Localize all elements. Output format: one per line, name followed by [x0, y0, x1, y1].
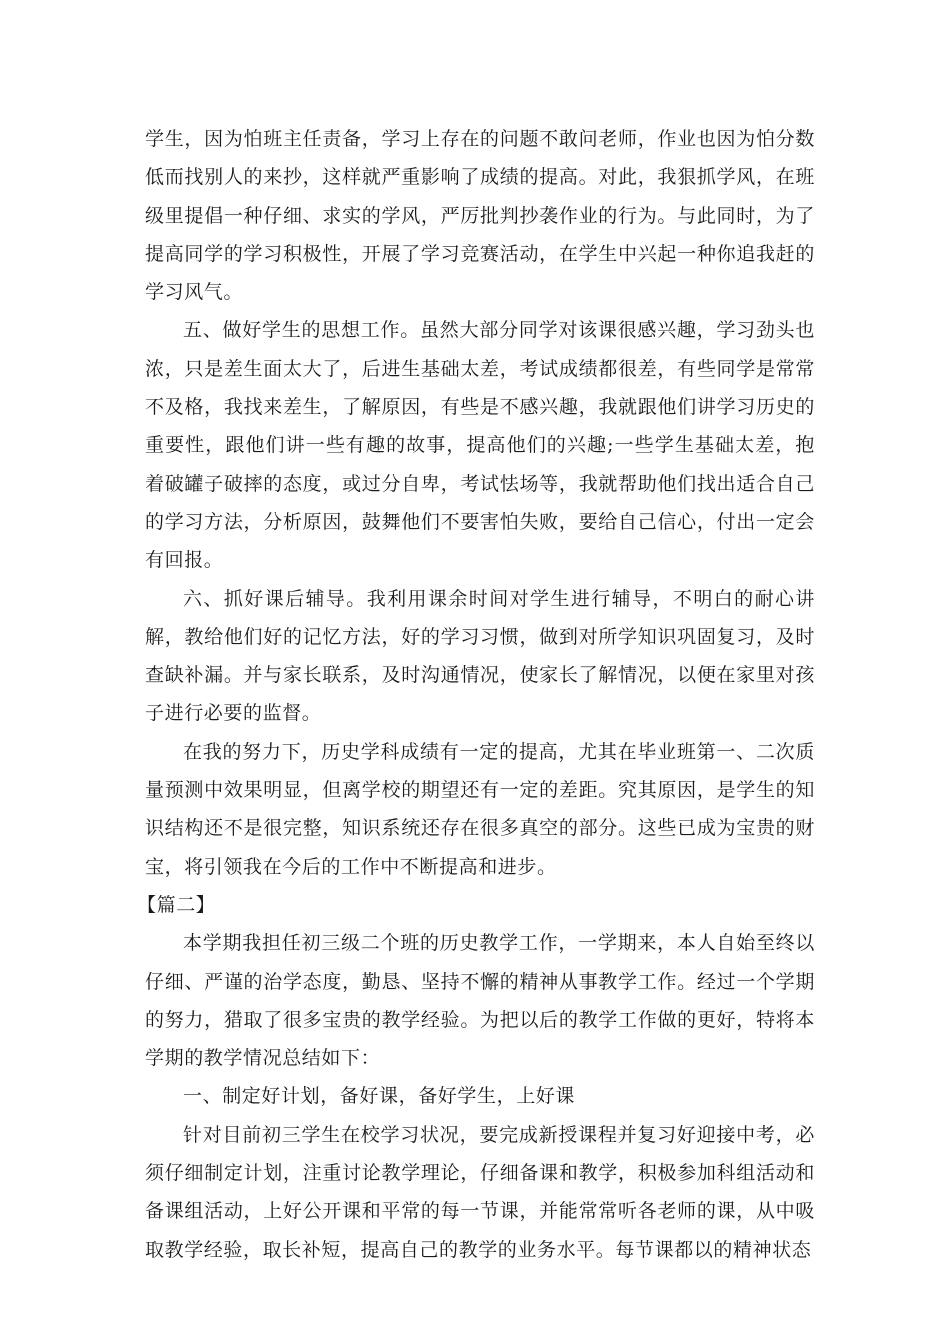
paragraph-introduction: 本学期我担任初三级二个班的历史教学工作，一学期来，本人自始至终以仔细、严谨的治学态度，勤恳、坚持不懈的精神从事教学工作。经过一个学期的努力，猎取了很多宝贵的教学经验。为把以后的教学工作做的更好，特将本学期的教学情况总结如下：	[145, 932, 815, 1070]
section-heading: 【篇二】	[137, 893, 216, 916]
document-body	[137, 120, 815, 1269]
paragraph-plan-heading: 一、制定好计划，备好课，备好学生，上好课	[183, 1085, 576, 1108]
paragraph-plan-details: 针对目前初三学生在校学习状况，要完成新授课程并复习好迎接中考，必须仔细制定计划，注重讨论教学理论，仔细备课和教学，积极参加科组活动和备课组活动，上好公开课和平常的每一节课，并能常常听各老师的课，从中吸取教学经验，取长补短，提高自己的教学的业务水平。每节课都以的精神状态	[145, 1123, 815, 1261]
paragraph-conclusion: 在我的努力下，历史学科成绩有一定的提高，尤其在毕业班第一、二次质量预测中效果明显，但离学校的期望还有一定的差距。究其原因，是学生的知识结构还不是很完整，知识系统还存在很多真空的部分。这些已成为宝贵的财宝，将引领我在今后的工作中不断提高和进步。	[145, 740, 815, 878]
paragraph-ideological-work: 五、做好学生的思想工作。虽然大部分同学对该课很感兴趣，学习劲头也浓，只是差生面太大了，后进生基础太差，考试成绩都很差，有些同学是常常不及格，我找来差生，了解原因，有些是不感兴趣，我就跟他们讲学习历史的重要性，跟他们讲一些有趣的故事，提高他们的兴趣;一些学生基础太差，抱着破罐子破摔的态度，或过分自卑，考试怯场等，我就帮助他们找出适合自己的学习方法，分析原因，鼓舞他们不要害怕失败，要给自己信心，付出一定会有回报。	[145, 319, 815, 572]
paragraph-study-atmosphere: 学生，因为怕班主任责备，学习上存在的问题不敢问老师，作业也因为怕分数低而找别人的来抄，这样就严重影响了成绩的提高。对此，我狠抓学风，在班级里提倡一种仔细、求实的学风，严厉批判抄袭作业的行为。与此同时，为了提高同学的学习积极性，开展了学习竞赛活动，在学生中兴起一种你追我赶的学习风气。	[145, 128, 815, 304]
paragraph-after-class-tutoring: 六、抓好课后辅导。我利用课余时间对学生进行辅导，不明白的耐心讲解，教给他们好的记忆方法，好的学习习惯，做到对所学知识巩固复习，及时查缺补漏。并与家长联系，及时沟通情况，使家长了解情况，以便在家里对孩子进行必要的监督。	[145, 587, 815, 725]
